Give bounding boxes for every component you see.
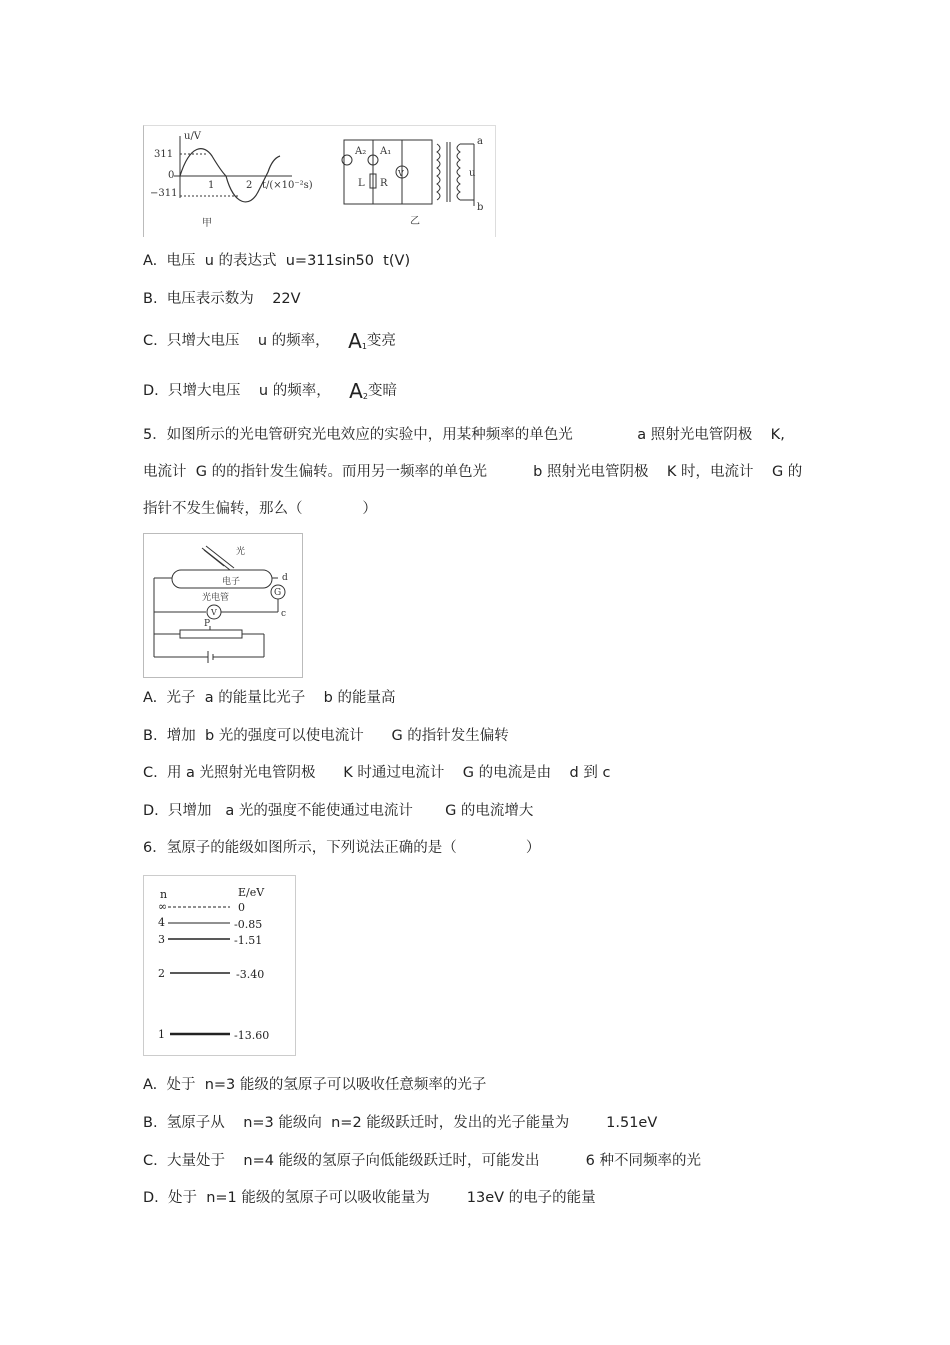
q4-option-c [143,331,396,357]
level-row-2 [158,967,264,981]
q5-stem-line-1: 5．如图所示的光电管研究光电效应的实验中，用某种频率的单色光 a 照射光电管阴极 K, [143,427,785,443]
q5-option-d: D. 只增加 a 光的强度不能使通过电流计 G 的电流增大 [143,803,534,819]
ammeter-a2-subscript: 2 [362,392,368,401]
ammeter-a2-label: A₂ [355,146,367,157]
caption-jia: 甲 [202,218,212,229]
level-n-2: 2 [158,967,165,980]
voltmeter-v-label: V [211,608,217,617]
level-energy-header: E/eV [238,886,265,899]
q4-option-d-end: 变暗 [367,383,397,399]
level-row-inf [158,900,245,914]
level-n-header: n [160,888,168,901]
terminal-d-label: d [282,573,288,583]
q6-option-a: A. 处于 n=3 能级的氢原子可以吸收任意频率的光子 [143,1077,487,1093]
resistor-r-label: R [380,178,388,189]
q5-option-a: A. 光子 a 的能量比光子 b 的能量高 [143,690,396,706]
tick-1: 1 [208,180,215,191]
q4-option-c-end: 变亮 [366,333,396,349]
voltage-u-label: u [469,168,476,179]
voltmeter-label: V [398,169,404,178]
level-row-3 [158,933,262,947]
photoelectric-tube-figure [143,533,303,678]
ammeter-a1-label: A₁ [380,146,392,157]
voltage-waveform-graph [150,131,313,229]
terminal-c-label: c [281,609,287,619]
q6-option-c: C. 大量处于 n=4 能级的氢原子向低能级跃迁时，可能发出 6 种不同频率的光 [143,1153,701,1169]
q4-option-b: B. 电压表示数为 22V [143,291,301,307]
ammeter-a1-subscript: 1 [361,342,367,351]
q6-stem: 6．氢原子的能级如图所示，下列说法正确的是（ ） [143,840,541,856]
q4-option-c-text: C. 只增大电压 u 的频率， [143,333,330,349]
tick-0: 0 [168,170,175,181]
q6-option-b: B. 氢原子从 n=3 能级向 n=2 能级跃迁时，发出的光子能量为 1.51eV [143,1115,658,1131]
q6-option-d: D. 处于 n=1 能级的氢原子可以吸收能量为 13eV 的电子的能量 [143,1190,596,1206]
terminal-b-label: b [477,202,484,213]
q5-option-b: B. 增加 b 光的强度可以使电流计 G 的指针发生偏转 [143,728,509,744]
level-energy-4: -0.85 [234,918,263,931]
axis-u-label: u/V [184,131,202,142]
tick-neg-311: −311 [150,188,178,199]
electron-label: 电子 [222,577,241,587]
tick-2: 2 [246,180,253,191]
q4-option-a: A. 电压 u 的表达式 u=311sin50 t(V) [143,253,411,269]
slider-p-label: P [204,619,211,629]
ammeter-a1-symbol: A [348,329,362,353]
q4-option-d [143,381,397,407]
q5-stem-line-2: 电流计 G 的的指针发生偏转。而用另一频率的单色光 b 照射光电管阴极 K 时，电流计 G 的 [143,464,803,480]
level-n-3: 3 [158,933,165,946]
light-label: 光 [236,547,246,557]
phototube-label: 光电管 [202,593,230,603]
level-energy-3: -1.51 [234,934,263,947]
caption-yi: 乙 [410,216,420,227]
q4-option-d-text: D. 只增大电压 u 的频率， [143,383,331,399]
level-row-1 [158,1028,269,1042]
level-energy-2: -3.40 [236,968,265,981]
level-energy-inf: 0 [238,901,245,914]
ac-circuit-figure [143,125,496,237]
inductor-l-label: L [358,178,365,189]
q5-option-c: C. 用 a 光照射光电管阴极 K 时通过电流计 G 的电流是由 d 到 c [143,765,611,781]
q5-stem-line-3: 指针不发生偏转，那么（ ） [143,501,377,517]
level-row-4 [158,916,262,931]
tick-311: 311 [154,149,174,160]
level-n-4: 4 [158,916,165,929]
level-energy-1: -13.60 [234,1029,270,1042]
level-n-inf: ∞ [158,900,168,913]
galvanometer-g-label: G [274,588,282,598]
axis-t-label: t/(×10⁻²s) [262,180,313,191]
level-n-1: 1 [158,1028,165,1041]
terminal-a-label: a [477,136,483,147]
ammeter-a2-symbol: A [349,379,363,403]
hydrogen-energy-level-figure [143,875,296,1056]
